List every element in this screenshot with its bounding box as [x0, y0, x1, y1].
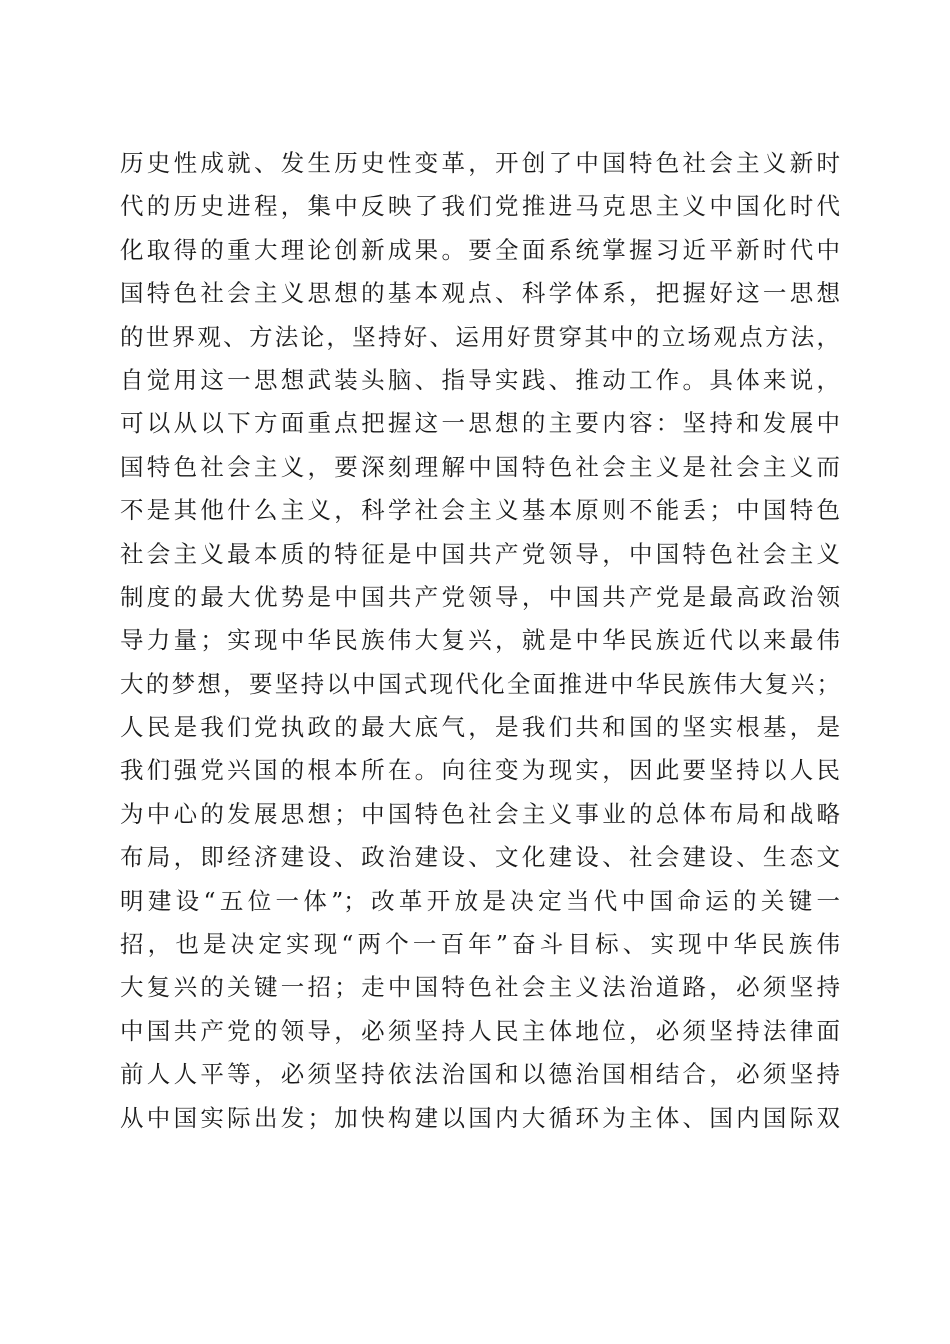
text-line: 自觉用这一思想武装头脑、指导实践、推动工作。具体来说， [120, 365, 840, 394]
text-line: 可以从以下方面重点把握这一思想的主要内容：坚持和发展中 [120, 409, 840, 438]
text-line: 明建设“五位一体”；改革开放是决定当代中国命运的关键一 [120, 886, 840, 915]
text-line: 国特色社会主义，要深刻理解中国特色社会主义是社会主义而 [120, 452, 840, 481]
text-line: 我们强党兴国的根本所在。向往变为现实，因此要坚持以人民 [120, 756, 840, 785]
text-line: 人民是我们党执政的最大底气，是我们共和国的坚实根基，是 [120, 713, 840, 742]
text-line: 历史性成就、发生历史性变革，开创了中国特色社会主义新时 [120, 149, 840, 177]
text-line: 大复兴的关键一招；走中国特色社会主义法治道路，必须坚持 [120, 973, 840, 1002]
text-line: 制度的最大优势是中国共产党领导，中国共产党是最高政治领 [120, 582, 840, 611]
text-line: 前人人平等，必须坚持依法治国和以德治国相结合，必须坚持 [120, 1060, 840, 1089]
text-line: 代的历史进程，集中反映了我们党推进马克思主义中国化时代 [120, 192, 840, 221]
text-line: 为中心的发展思想；中国特色社会主义事业的总体布局和战略 [120, 799, 840, 828]
text-line: 从中国实际出发；加快构建以国内大循环为主体、国内国际双 [120, 1103, 840, 1132]
text-line: 招，也是决定实现“两个一百年”奋斗目标、实现中华民族伟 [120, 930, 840, 959]
text-line: 不是其他什么主义，科学社会主义基本原则不能丢；中国特色 [120, 496, 840, 525]
text-line: 的世界观、方法论，坚持好、运用好贯穿其中的立场观点方法， [120, 322, 840, 351]
text-line: 大的梦想，要坚持以中国式现代化全面推进中华民族伟大复兴； [120, 669, 840, 698]
text-line: 中国共产党的领导，必须坚持人民主体地位，必须坚持法律面 [120, 1016, 840, 1045]
text-line: 布局，即经济建设、政治建设、文化建设、社会建设、生态文 [120, 843, 840, 872]
text-line: 导力量；实现中华民族伟大复兴，就是中华民族近代以来最伟 [120, 626, 840, 655]
text-line: 国特色社会主义思想的基本观点、科学体系，把握好这一思想 [120, 279, 840, 308]
text-line: 化取得的重大理论创新成果。要全面系统掌握习近平新时代中 [120, 235, 840, 264]
body-paragraph [120, 142, 840, 1140]
text-line: 社会主义最本质的特征是中国共产党领导，中国特色社会主义 [120, 539, 840, 568]
